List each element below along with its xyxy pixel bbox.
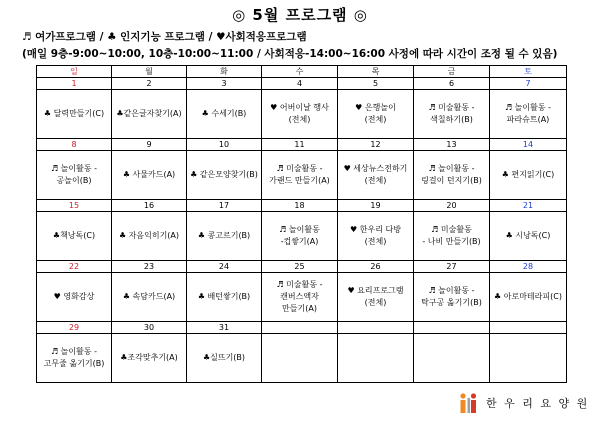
event-cell-thu <box>338 273 414 322</box>
program-text: ♬ 놀이활동 - <box>428 164 475 173</box>
program-text: 링걸이 던지기(B) <box>421 176 482 185</box>
program-text: ♣ 같은모양찾기(B) <box>190 170 258 179</box>
event-cell-thu <box>338 212 414 261</box>
program-text: (전체) <box>364 176 387 185</box>
program-entry <box>344 163 408 187</box>
program-text: - 나비 만들기(B) <box>422 237 481 246</box>
date-cell-mon: 9 <box>112 139 187 151</box>
program-text: ♣ 편지읽기(C) <box>501 170 555 179</box>
facility-name: 한 우 리 요 양 원 <box>486 397 590 410</box>
program-text: 파라슈트(A) <box>506 115 550 124</box>
program-entry <box>347 285 403 309</box>
facility-logo <box>458 392 589 414</box>
program-text: ♣조각맞추기(A) <box>120 353 178 362</box>
date-cell-mon: 16 <box>112 200 187 212</box>
date-cell-tue: 10 <box>187 139 262 151</box>
program-entry <box>53 230 95 242</box>
program-text: ♣ 아로마테라피(C) <box>494 292 562 301</box>
program-entry <box>198 230 250 242</box>
program-text: ♣ 수세기(B) <box>201 109 247 118</box>
event-row <box>37 334 567 383</box>
event-cell-fri <box>414 151 490 200</box>
program-entry <box>44 108 104 120</box>
event-cell-wed <box>262 151 338 200</box>
event-cell-wed <box>262 334 338 383</box>
program-entry <box>190 169 258 181</box>
event-cell-mon <box>112 151 187 200</box>
event-row <box>37 212 567 261</box>
program-entry <box>355 102 396 126</box>
date-cell-thu <box>338 322 414 334</box>
program-text: ♬ 미술활동 - <box>276 280 323 289</box>
date-row <box>37 139 567 151</box>
program-text: -컵쌓기(A) <box>280 237 319 246</box>
program-text: ♣ 콩고르기(B) <box>197 231 251 240</box>
program-entry <box>276 279 322 315</box>
program-entry <box>51 163 97 187</box>
event-cell-sat <box>490 273 567 322</box>
program-text: ♬ 놀이활동 - <box>504 103 552 112</box>
event-cell-wed <box>262 273 338 322</box>
date-row <box>37 200 567 212</box>
date-cell-mon: 23 <box>112 261 187 273</box>
program-text: ♥ 영화감상 <box>53 292 95 301</box>
date-cell-sat: 7 <box>490 78 567 90</box>
event-cell-sat <box>490 212 567 261</box>
date-cell-wed <box>262 322 338 334</box>
program-text: 탁구공 옮기기(B) <box>421 298 482 307</box>
date-cell-thu: 5 <box>338 78 414 90</box>
program-text: 가랜드 만들기(A) <box>269 176 330 185</box>
program-entry <box>120 352 178 364</box>
program-text: ♣책낭독(C) <box>52 231 96 240</box>
program-text: ♣ 배턴쌓기(B) <box>197 292 251 301</box>
weekday-header-row <box>37 66 567 78</box>
event-cell-sat <box>490 151 567 200</box>
program-entry <box>494 291 562 303</box>
date-cell-sat: 14 <box>490 139 567 151</box>
program-text: ♣ 속담카드(A) <box>122 292 176 301</box>
program-text: ♥ 세상뉴스전하기 <box>343 164 408 173</box>
date-cell-thu: 26 <box>338 261 414 273</box>
program-entry <box>269 163 330 187</box>
program-text: ♣ 시낭독(C) <box>505 231 551 240</box>
program-text: ♥ 요리프로그램 <box>347 286 404 295</box>
weekday-thu: 목 <box>338 66 414 78</box>
event-cell-sun <box>37 212 112 261</box>
date-cell-tue: 17 <box>187 200 262 212</box>
event-cell-mon <box>112 90 187 139</box>
program-text: ♬ 놀이활동 - <box>428 286 475 295</box>
program-entry <box>421 163 482 187</box>
event-cell-fri <box>414 212 490 261</box>
date-cell-fri: 20 <box>414 200 490 212</box>
page-title: ◎ 5월 프로그램 ◎ <box>232 6 368 24</box>
program-text: ♥ 은행놀이 <box>355 103 396 112</box>
program-entry <box>270 102 329 126</box>
date-cell-mon: 2 <box>112 78 187 90</box>
weekday-tue: 화 <box>187 66 262 78</box>
program-text: (전체) <box>364 298 387 307</box>
program-text: ♬ 놀이활동 <box>279 225 320 234</box>
program-text: 공놀이(B) <box>56 176 92 185</box>
program-text: (전체) <box>364 115 387 124</box>
event-cell-sun <box>37 151 112 200</box>
date-cell-sat <box>490 322 567 334</box>
program-text: ♬ 미술활동 <box>431 225 472 234</box>
date-cell-thu: 19 <box>338 200 414 212</box>
program-text: ♥ 한우리 다방 <box>350 225 401 234</box>
date-cell-sun: 22 <box>37 261 112 273</box>
event-cell-fri <box>414 273 490 322</box>
date-cell-sat: 21 <box>490 200 567 212</box>
event-cell-mon <box>112 212 187 261</box>
program-text: (전체) <box>288 115 311 124</box>
program-text: ♬ 놀이활동 - <box>50 347 98 356</box>
date-row <box>37 261 567 273</box>
program-entry <box>350 224 401 248</box>
date-cell-wed: 4 <box>262 78 338 90</box>
program-text: 캔버스액자 <box>280 292 319 301</box>
date-cell-sat: 28 <box>490 261 567 273</box>
program-entry <box>203 352 245 364</box>
event-cell-fri <box>414 334 490 383</box>
date-row <box>37 78 567 90</box>
date-cell-fri <box>414 322 490 334</box>
weekday-mon: 월 <box>112 66 187 78</box>
date-row <box>37 322 567 334</box>
program-entry <box>202 108 247 120</box>
program-entry <box>505 102 551 126</box>
weekday-sat: 토 <box>490 66 567 78</box>
event-row <box>37 151 567 200</box>
program-entry <box>54 291 95 303</box>
program-text: 색칠하기(B) <box>430 115 473 124</box>
date-cell-sun: 1 <box>37 78 112 90</box>
date-cell-sun: 29 <box>37 322 112 334</box>
program-entry <box>119 230 179 242</box>
program-text: ♣실뜨기(B) <box>202 353 246 362</box>
event-cell-tue <box>187 151 262 200</box>
program-entry <box>421 285 482 309</box>
program-entry <box>506 230 551 242</box>
weekday-wed: 수 <box>262 66 338 78</box>
event-cell-wed <box>262 212 338 261</box>
date-cell-sun: 15 <box>37 200 112 212</box>
program-text: ♥ 어버이날 행사 <box>270 103 329 112</box>
date-cell-thu: 12 <box>338 139 414 151</box>
event-cell-fri <box>414 90 490 139</box>
event-cell-thu <box>338 151 414 200</box>
event-cell-mon <box>112 334 187 383</box>
program-entry <box>198 291 250 303</box>
event-cell-mon <box>112 273 187 322</box>
program-entry <box>123 169 175 181</box>
date-cell-wed: 18 <box>262 200 338 212</box>
date-cell-tue: 3 <box>187 78 262 90</box>
program-legend: ♬ 여가프로그램 / ♣ 인지기능 프로그램 / ♥사회적응프로그램 <box>22 31 307 43</box>
schedule-hours-note: (매일 9층-9:00~10:00, 10층-10:00~11:00 / 사회적응-14:00~16:00 사정에 따라 시간이 조정 될 수 있음) <box>22 48 558 60</box>
event-cell-tue <box>187 334 262 383</box>
program-entry <box>116 108 181 120</box>
program-text: ♣ 달력만들기(C) <box>43 109 105 118</box>
event-cell-thu <box>338 90 414 139</box>
program-text: ♣ 자음익히기(A) <box>118 231 180 240</box>
monthly-calendar <box>36 65 567 383</box>
event-cell-sun <box>37 90 112 139</box>
program-entry <box>44 346 105 370</box>
program-text: ♣같은글자찾기(A) <box>116 109 182 118</box>
date-cell-fri: 6 <box>414 78 490 90</box>
event-cell-sun <box>37 334 112 383</box>
date-cell-tue: 24 <box>187 261 262 273</box>
event-row <box>37 273 567 322</box>
event-cell-sat <box>490 90 567 139</box>
weekday-fri: 금 <box>414 66 490 78</box>
event-cell-tue <box>187 90 262 139</box>
event-cell-sun <box>37 273 112 322</box>
program-entry <box>428 102 474 126</box>
event-cell-tue <box>187 212 262 261</box>
date-cell-fri: 27 <box>414 261 490 273</box>
event-cell-sat <box>490 334 567 383</box>
date-cell-wed: 25 <box>262 261 338 273</box>
date-cell-sun: 8 <box>37 139 112 151</box>
program-entry <box>123 291 175 303</box>
event-cell-wed <box>262 90 338 139</box>
program-entry <box>279 224 320 248</box>
program-text: 만들기(A) <box>282 304 317 313</box>
hanuri-logo-icon <box>458 392 478 414</box>
date-cell-wed: 11 <box>262 139 338 151</box>
event-cell-thu <box>338 334 414 383</box>
date-cell-tue: 31 <box>187 322 262 334</box>
program-text: (전체) <box>364 237 387 246</box>
program-text: ♬ 놀이활동 - <box>50 164 98 173</box>
event-row <box>37 90 567 139</box>
weekday-sun: 일 <box>37 66 112 78</box>
date-cell-fri: 13 <box>414 139 490 151</box>
program-entry <box>422 224 480 248</box>
event-cell-tue <box>187 273 262 322</box>
program-entry <box>502 169 554 181</box>
date-cell-mon: 30 <box>112 322 187 334</box>
program-text: ♬ 미술활동 - <box>428 103 475 112</box>
program-text: 고무줄 옮기기(B) <box>43 359 105 368</box>
program-text: ♣ 사물카드(A) <box>122 170 176 179</box>
program-text: ♬ 미술활동 - <box>276 164 323 173</box>
